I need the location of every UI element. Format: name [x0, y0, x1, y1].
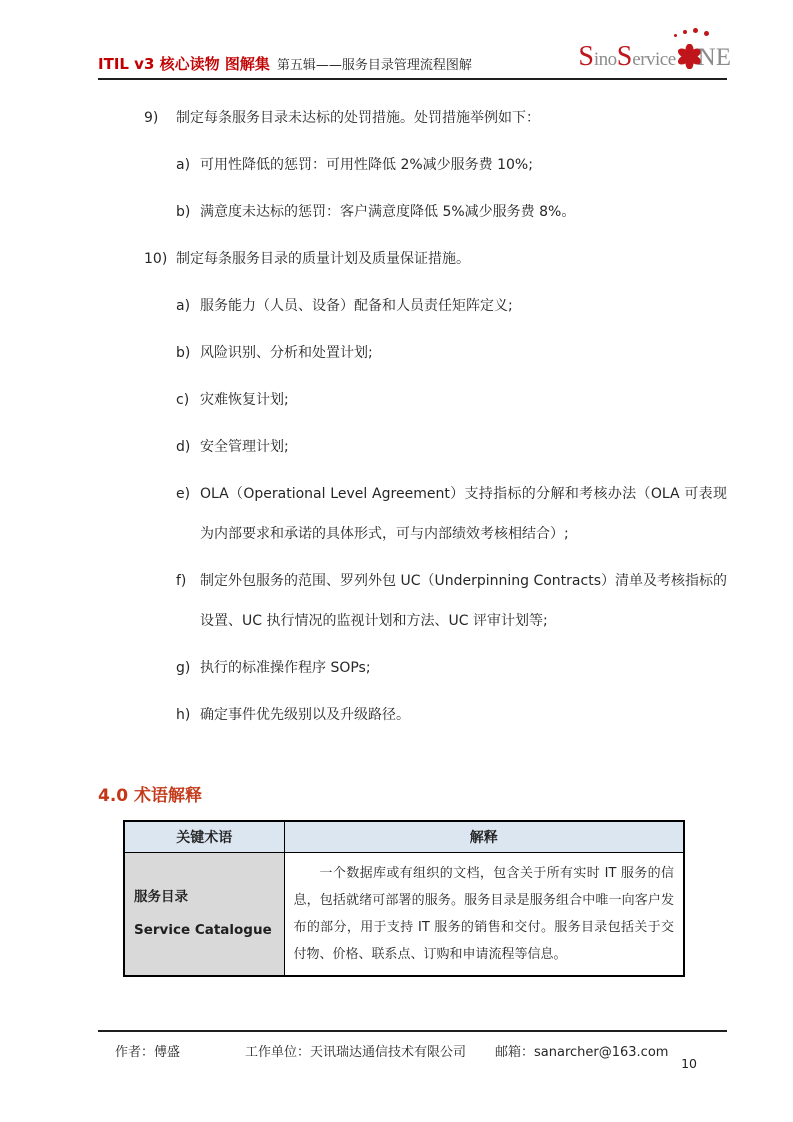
- term-chinese: 服务目录: [134, 888, 188, 905]
- list-item-9a: [98, 145, 727, 185]
- list-item-10c: [98, 380, 727, 420]
- list-text: 确定事件优先级别以及升级路径。: [200, 707, 410, 723]
- list-item-10h: [98, 695, 727, 735]
- list-item-10: [98, 239, 727, 279]
- header-title: [98, 53, 472, 74]
- footer-company: 工作单位：天讯瑞达通信技术有限公司: [245, 1045, 467, 1060]
- table-header-explanation: 解释: [284, 821, 684, 852]
- list-marker: b): [176, 345, 191, 361]
- table-header-term: 关键术语: [124, 821, 284, 852]
- logo-letter: ino: [593, 49, 617, 70]
- table-header-row: [124, 821, 684, 852]
- list-item-10d: [98, 427, 727, 467]
- list-text: 制定外包服务的范围、罗列外包 UC（Underpinning Contracts）清单及考核指标的设置、UC 执行情况的监视计划和方法、UC 评审计划等;: [200, 573, 727, 629]
- list-text: 制定每条服务目录未达标的处罚措施。处罚措施举例如下：: [176, 110, 540, 126]
- logo-dot-icon: [704, 31, 709, 36]
- sinoservice-logo: [578, 43, 731, 73]
- logo-dot-icon: [683, 30, 687, 34]
- page-header: [98, 0, 731, 80]
- list-text: 可用性降低的惩罚：可用性降低 2%减少服务费 10%;: [200, 157, 533, 173]
- list-marker: g): [176, 660, 191, 676]
- header-title-sub: 第五辑——服务目录管理流程图解: [276, 58, 472, 73]
- footer-author: 作者：傅盛: [115, 1045, 181, 1060]
- logo-dot-icon: [693, 28, 698, 33]
- list-item-10a: [98, 286, 727, 326]
- list-marker: e): [176, 486, 191, 502]
- list-text: 服务能力（人员、设备）配备和人员责任矩阵定义;: [200, 298, 513, 314]
- list-text: 执行的标准操作程序 SOPs;: [200, 660, 371, 676]
- list-marker: 10): [144, 251, 168, 267]
- list-text: 风险识别、分析和处置计划;: [200, 345, 373, 361]
- logo-letter: ervice: [632, 49, 676, 70]
- list-item-10e: [98, 474, 727, 554]
- logo-letter: S: [578, 41, 594, 72]
- list-marker: b): [176, 204, 191, 220]
- list-marker: 9): [144, 110, 159, 126]
- list-text: OLA（Operational Level Agreement）支持指标的分解和考核办法（OLA 可表现为内部要求和承诺的具体形式，可与内部绩效考核相结合）;: [200, 486, 727, 542]
- footer-email: 邮箱：sanarcher@163.com: [495, 1045, 669, 1060]
- page-footer: [98, 1030, 727, 1060]
- list-marker: h): [176, 707, 191, 723]
- explanation-cell: [284, 852, 684, 976]
- list-text: 灾难恢复计划;: [200, 392, 289, 408]
- logo-letter: NE: [697, 44, 731, 71]
- logo-dot-icon: [674, 34, 677, 37]
- list-item-9: [98, 98, 727, 138]
- page-number: 10: [681, 1056, 697, 1071]
- table-row: [124, 852, 684, 976]
- section-heading-terms: 4.0 术语解释: [98, 786, 203, 806]
- list-text: 制定每条服务目录的质量计划及质量保证措施。: [176, 251, 470, 267]
- header-title-red: ITIL v3 核心读物 图解集: [98, 55, 270, 73]
- list-text: 满意度未达标的惩罚：客户满意度降低 5%减少服务费 8%。: [200, 204, 576, 220]
- terms-table: [123, 820, 685, 977]
- term-cell: [124, 852, 284, 976]
- list-marker: a): [176, 298, 191, 314]
- list-item-10f: [98, 561, 727, 641]
- list-marker: d): [176, 439, 191, 455]
- list-item-9b: [98, 192, 727, 232]
- list-item-10g: [98, 648, 727, 688]
- list-marker: f): [176, 573, 187, 589]
- list-text: 安全管理计划;: [200, 439, 289, 455]
- list-item-10b: [98, 333, 727, 373]
- explanation-text: 一个数据库或有组织的文档，包含关于所有实时 IT 服务的信息，包括就绪可部署的服务。服务目录是服务组合中唯一向客户发布的部分，用于支持 IT 服务的销售和交付。服务目录包括关于交付物、价格、联系点、订购和申请流程等信息。: [293, 865, 674, 962]
- term-english: Service Catalogue: [134, 921, 272, 938]
- logo-letter: S: [616, 41, 633, 72]
- list-marker: a): [176, 157, 191, 173]
- list-marker: c): [176, 392, 190, 408]
